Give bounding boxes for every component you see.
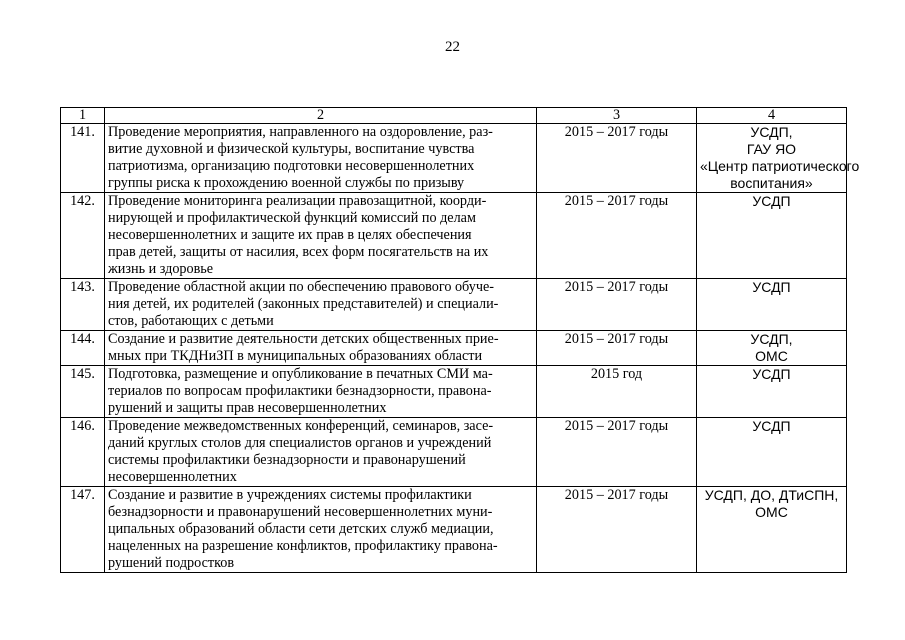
table-row: [61, 193, 847, 279]
measures-table: [60, 107, 860, 573]
measure-description: [105, 193, 537, 279]
table-row: [61, 418, 847, 487]
row-number: 142.: [61, 193, 105, 279]
executor-line: УСДП, ДО, ДТиСПН,: [704, 487, 839, 503]
measure-description: [105, 418, 537, 487]
implementation-period: 2015 – 2017 годы: [537, 279, 697, 331]
description-line: несовершеннолетних: [108, 469, 237, 485]
description-line: жизнь и здоровье: [108, 261, 214, 277]
measure-description: [105, 366, 537, 418]
description-line: Подготовка, размещение и опубликование в печатных СМИ ма-: [108, 366, 493, 382]
page-number: 22: [445, 39, 460, 55]
row-number: 147.: [61, 487, 105, 573]
description-line: рушений и защиты прав несовершеннолетних: [108, 400, 387, 416]
header-cell-3: 3: [537, 108, 697, 124]
executor-line: УСДП: [752, 279, 791, 295]
description-line: Проведение мониторинга реализации правозащитной, коорди-: [108, 193, 487, 209]
implementation-period: 2015 – 2017 годы: [537, 193, 697, 279]
measure-description: [105, 279, 537, 331]
description-line: мных при ТКДНиЗП в муниципальных образованиях области: [108, 348, 483, 364]
description-line: даний круглых столов для специалистов органов и учреждений: [108, 435, 492, 451]
responsible-executor: [697, 331, 847, 366]
implementation-period: 2015 – 2017 годы: [537, 487, 697, 573]
description-line: системы профилактики безнадзорности и правонарушений: [108, 452, 466, 468]
description-line: Проведение межведомственных конференций, семинаров, засе-: [108, 418, 494, 434]
header-cell-2: 2: [105, 108, 537, 124]
row-number: 146.: [61, 418, 105, 487]
header-cell-1: 1: [61, 108, 105, 124]
description-line: несовершеннолетних и защите их прав в целях обеспечения: [108, 227, 472, 243]
measure-description: [105, 124, 537, 193]
description-line: группы риска к прохождению военной службы по призыву: [108, 175, 465, 191]
executor-line: ГАУ ЯО: [746, 141, 797, 157]
description-line: ципальных образований области сети детских служб медиации,: [108, 521, 494, 537]
responsible-executor: [697, 487, 847, 573]
executor-line: УСДП: [752, 418, 791, 434]
executor-line: УСДП: [752, 193, 791, 209]
header-cell-4: 4: [697, 108, 847, 124]
implementation-period: 2015 – 2017 годы: [537, 418, 697, 487]
executor-line: воспитания»: [730, 175, 813, 191]
description-line: нирующей и профилактической функций комиссий по делам: [108, 210, 476, 226]
description-line: рушений подростков: [108, 555, 235, 571]
executor-line: УСДП: [752, 366, 791, 382]
measure-description: [105, 487, 537, 573]
row-number: 144.: [61, 331, 105, 366]
table-row: [61, 331, 847, 366]
responsible-executor: [697, 366, 847, 418]
executor-line: ОМС: [755, 348, 788, 364]
table-row: [61, 124, 847, 193]
row-number: 141.: [61, 124, 105, 193]
executor-line: «Центр патриотического: [700, 158, 860, 174]
description-line: нацеленных на разрешение конфликтов, профилактику правона-: [108, 538, 498, 554]
executor-line: УСДП,: [750, 124, 793, 140]
description-line: Создание и развитие в учреждениях системы профилактики: [108, 487, 472, 503]
row-number: 145.: [61, 366, 105, 418]
responsible-executor: [697, 124, 860, 193]
description-line: прав детей, защиты от насилия, всех форм посягательств на их: [108, 244, 489, 260]
description-line: безнадзорности и правонарушений несовершеннолетних муни-: [108, 504, 493, 520]
description-line: Проведение мероприятия, направленного на оздоровление, раз-: [108, 124, 493, 140]
executor-line: УСДП,: [750, 331, 793, 347]
implementation-period: 2015 год: [537, 366, 697, 418]
responsible-executor: [697, 279, 847, 331]
header-row: [61, 108, 847, 124]
implementation-period: 2015 – 2017 годы: [537, 331, 697, 366]
measure-description: [105, 331, 537, 366]
table-row: [61, 366, 847, 418]
description-line: витие духовной и физической культуры, воспитание чувства: [108, 141, 475, 157]
description-line: патриотизма, организацию подготовки несовершеннолетних: [108, 158, 475, 174]
executor-line: ОМС: [755, 504, 788, 520]
responsible-executor: [697, 418, 847, 487]
implementation-period: 2015 – 2017 годы: [537, 124, 697, 193]
responsible-executor: [697, 193, 847, 279]
description-line: Проведение областной акции по обеспечению правового обуче-: [108, 279, 494, 295]
table-row: [61, 279, 847, 331]
table-row: [61, 487, 847, 573]
description-line: Создание и развитие деятельности детских общественных прие-: [108, 331, 499, 347]
description-line: стов, работающих с детьми: [108, 313, 274, 329]
description-line: ния детей, их родителей (законных представителей) и специали-: [108, 296, 499, 312]
row-number: 143.: [61, 279, 105, 331]
description-line: териалов по вопросам профилактики безнадзорности, правона-: [108, 383, 492, 399]
